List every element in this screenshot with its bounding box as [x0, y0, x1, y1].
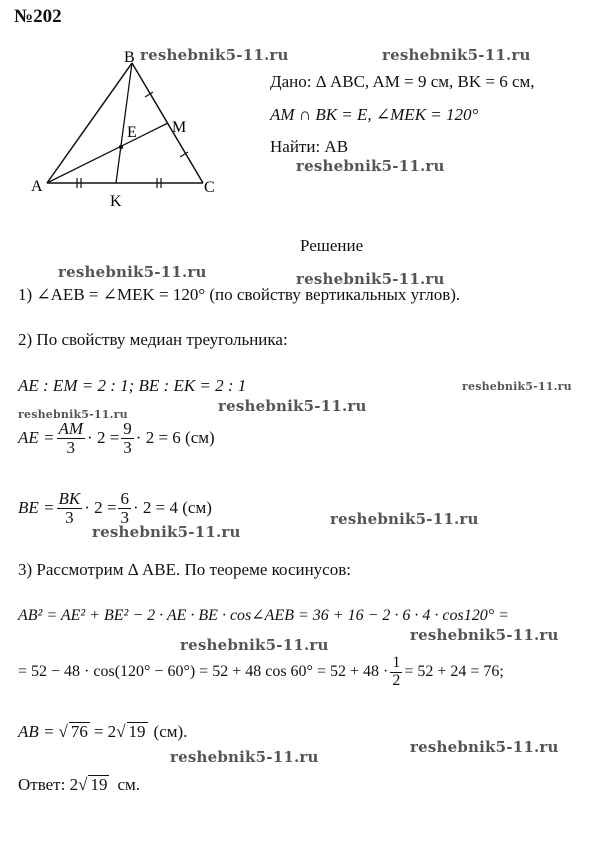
label-k: K — [110, 193, 122, 210]
find-line: Найти: AB — [270, 137, 349, 156]
answer — [18, 775, 140, 795]
half-num: 1 — [392, 654, 401, 671]
sqrt-sign: √ — [78, 775, 88, 794]
watermark: reshebnik5-11.ru — [382, 46, 531, 64]
watermark: reshebnik5-11.ru — [296, 270, 445, 288]
ae-rhs: · 2 = 6 (см) — [135, 428, 215, 448]
watermark: reshebnik5-11.ru — [180, 636, 329, 654]
ae-fraction-2 — [121, 420, 134, 457]
given-line-2: AM ∩ BK = E, ∠MEK = 120° — [270, 105, 479, 124]
ae-num: AM — [58, 419, 84, 438]
watermark: reshebnik5-11.ru — [296, 157, 445, 175]
sqrt-sign: √ — [116, 722, 126, 741]
cosine-line-2 — [18, 655, 504, 690]
be-num: BK — [58, 489, 81, 508]
watermark: reshebnik5-11.ru — [462, 380, 572, 393]
ae-den-2: 3 — [123, 437, 132, 457]
point-e — [119, 145, 123, 149]
sqrt-76: 76 — [70, 722, 88, 742]
label-a: A — [31, 178, 43, 195]
ae-num-2: 9 — [123, 419, 132, 438]
median-am — [47, 123, 168, 183]
ab-lhs: AB = — [18, 722, 55, 741]
label-e: E — [127, 124, 137, 141]
cosine-line-2-a: = 52 − 48 · cos(120° − 60°) = 52 + 48 cos 60° = 52 + 48 · — [18, 663, 389, 681]
label-m: M — [172, 119, 187, 136]
ae-lhs: AE = — [18, 428, 55, 448]
watermark: reshebnik5-11.ru — [170, 748, 319, 766]
side-ab — [47, 63, 132, 183]
step-1: 1) ∠AEB = ∠MEK = 120° (по свойству вертикальных углов). — [18, 285, 461, 304]
ae-fraction — [57, 420, 86, 457]
answer-unit: см. — [117, 775, 140, 794]
answer-label: Ответ: 2 — [18, 775, 79, 794]
watermark: reshebnik5-11.ru — [140, 46, 289, 64]
watermark: reshebnik5-11.ru — [18, 408, 128, 421]
sqrt-19: 19 — [128, 722, 146, 742]
ae-formula — [18, 420, 215, 457]
watermark: reshebnik5-11.ru — [330, 510, 479, 528]
ab-result — [18, 722, 187, 742]
be-formula — [18, 490, 212, 527]
sqrt-sign: √ — [58, 722, 68, 741]
half-fraction — [390, 655, 402, 690]
problem-number: №202 — [14, 6, 62, 27]
watermark: reshebnik5-11.ru — [218, 397, 367, 415]
be-num-2: 6 — [120, 489, 129, 508]
watermark: reshebnik5-11.ru — [58, 263, 207, 281]
be-fraction-2 — [118, 490, 131, 527]
label-c: C — [204, 179, 215, 196]
step-2: 2) По свойству медиан треугольника: — [18, 330, 288, 349]
ab-mid: = 2 — [93, 722, 117, 741]
be-fraction — [57, 490, 83, 527]
be-lhs: BE = — [18, 498, 55, 518]
be-rhs: · 2 = 4 (см) — [132, 498, 212, 518]
ab-unit: (см). — [153, 722, 188, 741]
watermark: reshebnik5-11.ru — [92, 523, 241, 541]
cosine-line-1: AB² = AE² + BE² − 2 · AE · BE · cos∠AEB = 36 + 16 − 2 · 6 · 4 · cos120° = — [18, 607, 509, 624]
given-line-1: Дано: Δ ABC, AM = 9 см, BK = 6 см, — [270, 72, 535, 91]
cosine-line-2-b: = 52 + 24 = 76; — [404, 663, 504, 681]
be-mid: · 2 = — [84, 498, 117, 518]
be-den: 3 — [65, 507, 74, 527]
watermark: reshebnik5-11.ru — [410, 738, 559, 756]
label-b: B — [124, 50, 135, 66]
ae-den: 3 — [66, 437, 76, 457]
step-3: 3) Рассмотрим Δ ABE. По теореме косинусов: — [18, 560, 351, 579]
watermark: reshebnik5-11.ru — [410, 626, 559, 644]
median-ratios: AE : EM = 2 : 1; BE : EK = 2 : 1 — [18, 376, 247, 395]
answer-sqrt: 19 — [90, 775, 108, 795]
triangle-figure — [20, 50, 235, 215]
be-den-2: 3 — [120, 507, 129, 527]
half-den: 2 — [392, 671, 401, 689]
solution-heading: Решение — [300, 236, 364, 255]
ae-mid: · 2 = — [87, 428, 120, 448]
